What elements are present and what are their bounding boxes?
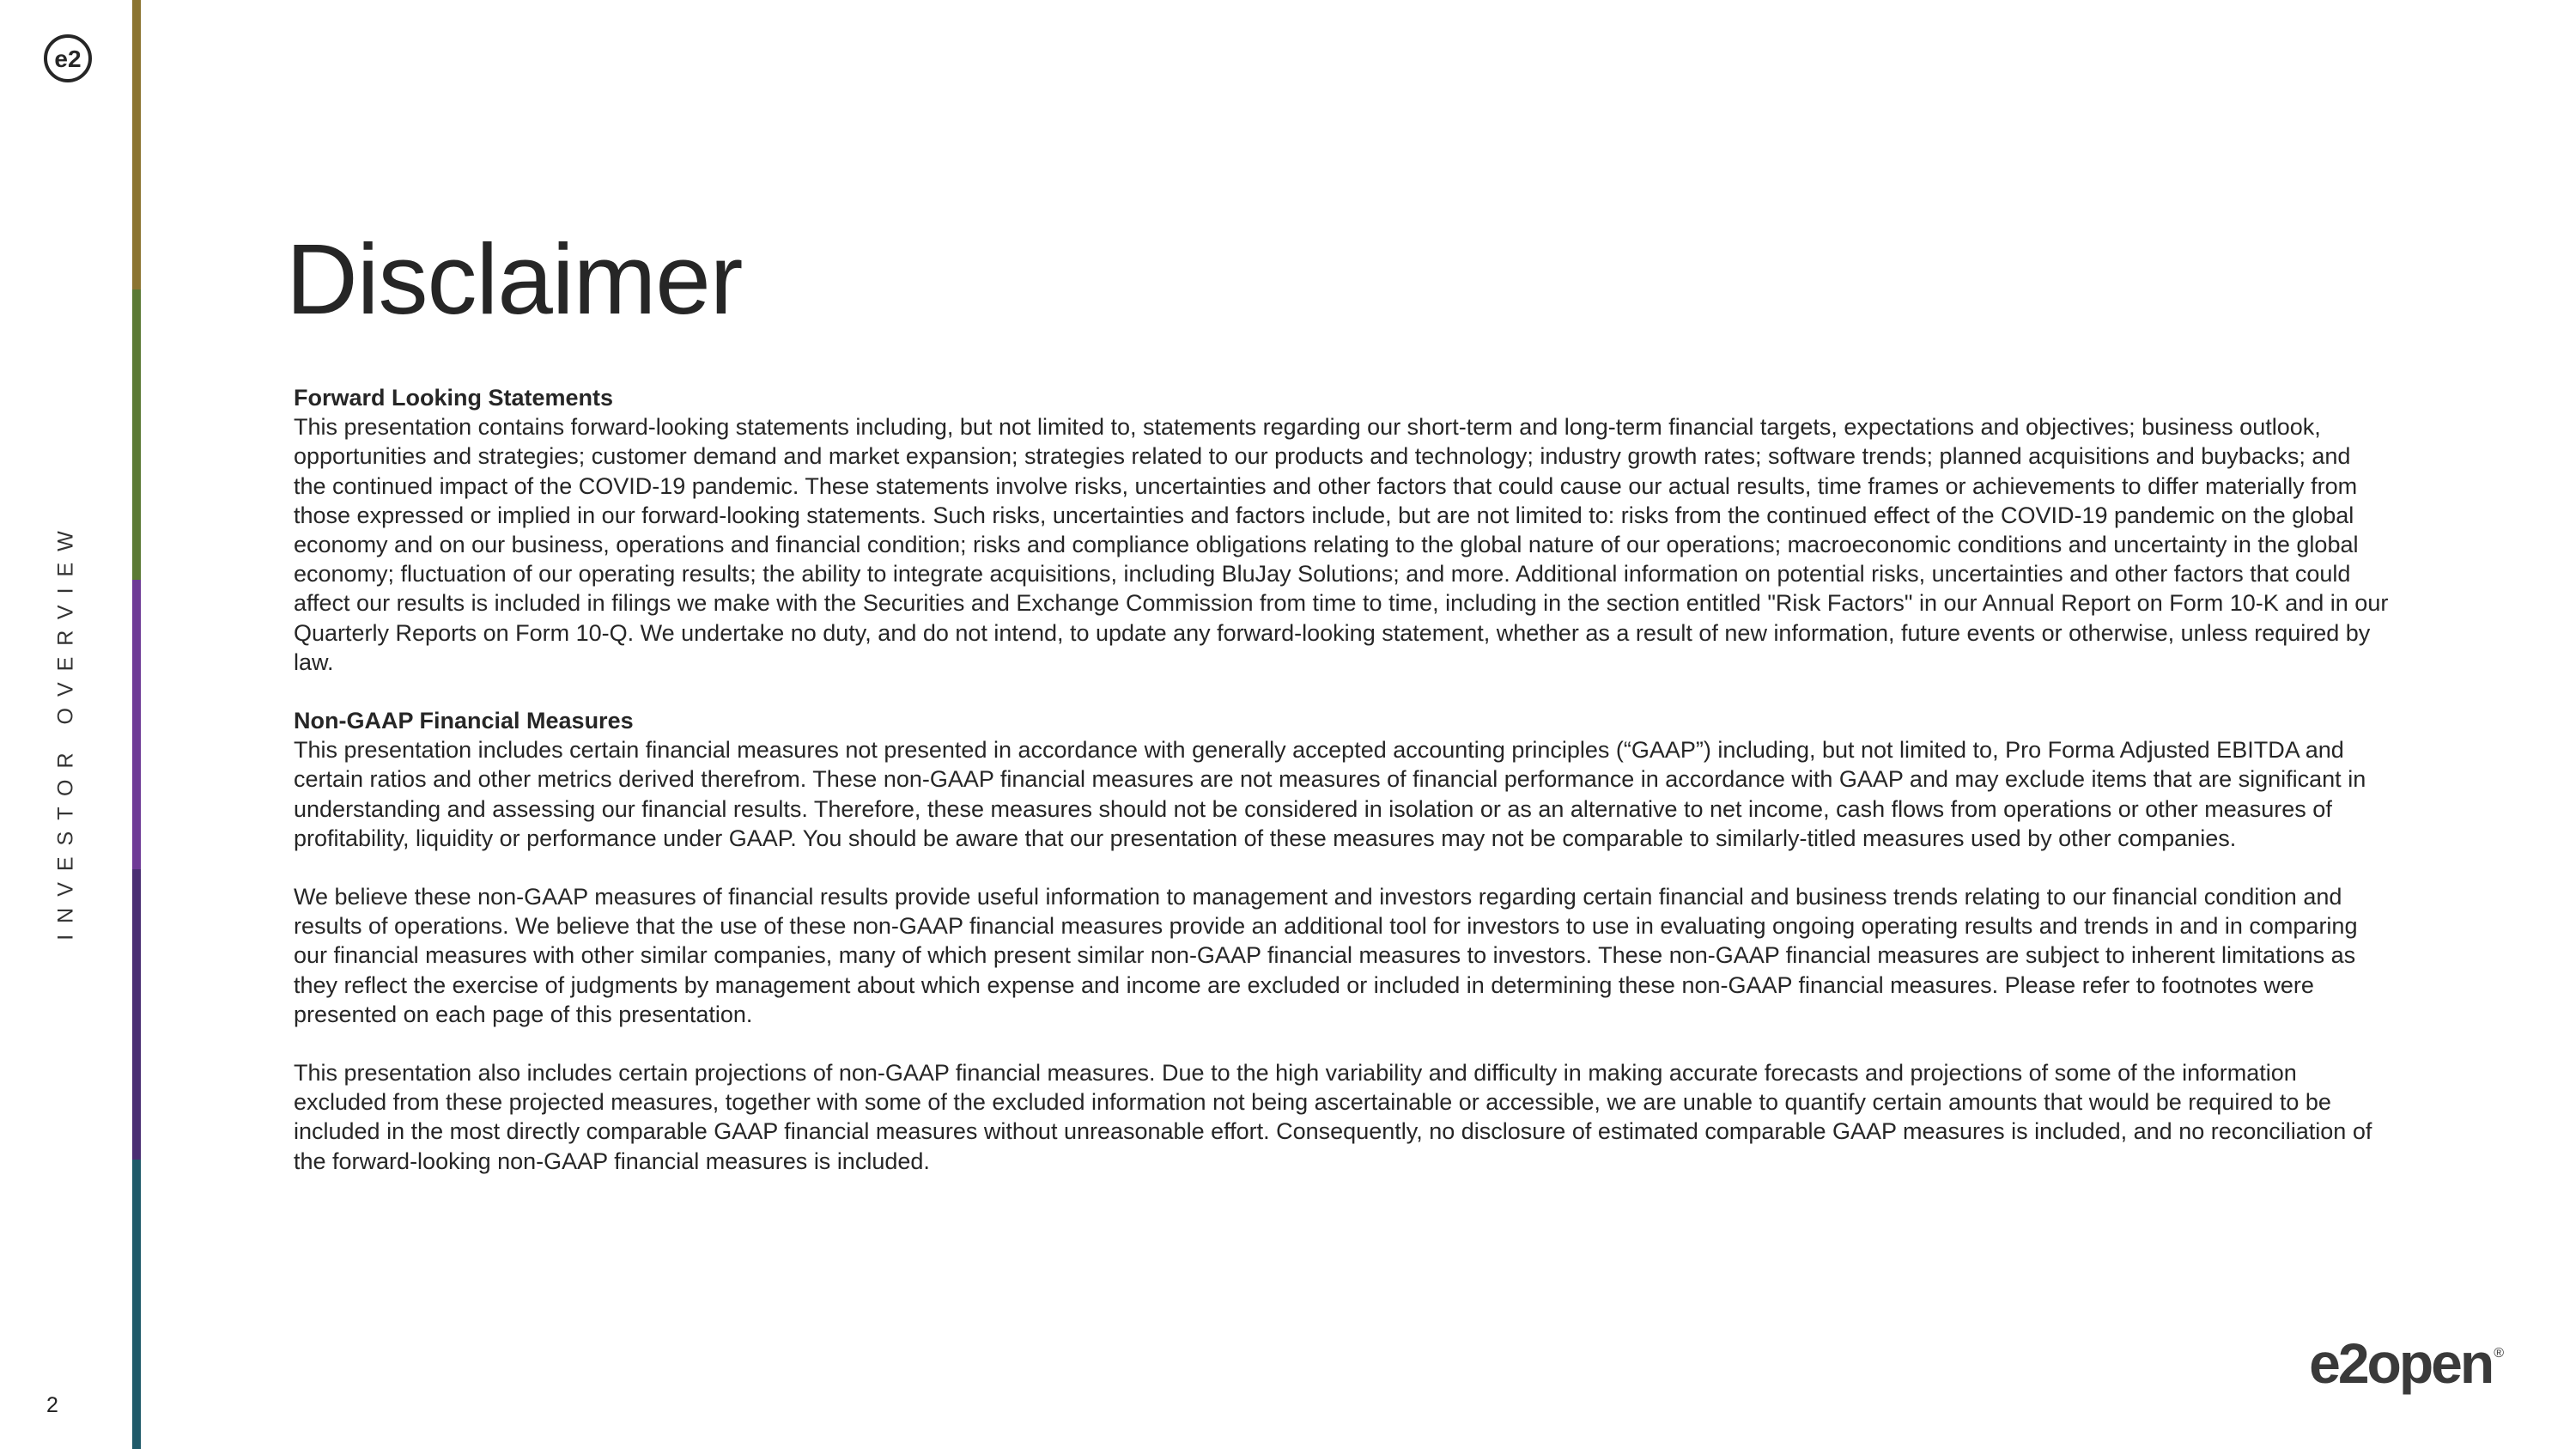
accent-bar-segment: [132, 289, 141, 579]
accent-bar-segment: [132, 869, 141, 1159]
accent-bar-segment: [132, 1160, 141, 1449]
section-paragraph: We believe these non-GAAP measures of financial results provide useful information to management and investors regarding certain financial and business trends relating to our financial condition and results of operations. We believe that the use of these non-GAAP financial measures provide an additional tool for investors to use in evaluating ongoing operating results and trends in and in comparing our financial measures with other similar companies, many of which present similar non-GAAP financial measures to investors. These non-GAAP financial measures are subject to inherent limitations as they reflect the exercise of judgments by management about which expense and income are excluded or included in determining these non-GAAP financial measures. Please refer to footnotes were presented on each page of this presentation.: [294, 884, 2358, 1027]
page-number: 2: [46, 1393, 58, 1417]
section-heading: Non-GAAP Financial Measures: [294, 708, 634, 734]
section-paragraph: This presentation contains forward-looking statements including, but not limited to, statements regarding our short-term and long-term financial targets, expectations and objectives; business outlook, opportunities and strategies; customer demand and market expansion; strategies related to our products and technology; industry growth rates; software trends; planned acquisitions and buybacks; and the continued impact of the COVID-19 pandemic. These statements involve risks, uncertainties and other factors that could cause our actual results, time frames or achievements to differ materially from those expressed or implied in our forward-looking statements. Such risks, uncertainties and factors include, but are not limited to: risks from the continued effect of the COVID-19 pandemic on the global economy and on our business, operations and financial condition; risks and compliance obligations relating to the global nature of our operations; macroeconomic conditions and uncertainty in the global economy; fluctuation of our operating results; the ability to integrate acquisitions, including BluJay Solutions; and more. Additional information on potential risks, uncertainties and other factors that could affect our results is included in filings we make with the Securities and Exchange Commission from time to time, including in the section entitled "Risk Factors" in our Annual Report on Form 10-K and in our Quarterly Reports on Form 10-Q. We undertake no duty, and do not intend, to update any forward-looking statement, whether as a result of new information, future events or otherwise, unless required by law.: [294, 414, 2389, 675]
accent-bar-segment: [132, 0, 141, 289]
section-paragraph: This presentation includes certain financial measures not presented in accordance with generally accepted accounting principles (“GAAP”) including, but not limited to, Pro Forma Adjusted EBITDA and certain ratios and other metrics derived therefrom. These non-GAAP financial measures are not measures of financial performance in accordance with GAAP and may exclude items that are significant in understanding and assessing our financial results. Therefore, these measures should not be considered in isolation or as an alternative to net income, cash flows from operations or other measures of profitability, liquidity or performance under GAAP. You should be aware that our presentation of these measures may not be comparable to similarly-titled measures used by other companies.: [294, 737, 2366, 851]
registered-mark: ®: [2494, 1346, 2504, 1361]
page-title: Disclaimer: [286, 223, 743, 335]
e2open-logo: [2309, 1330, 2504, 1396]
logo-badge-text: e2: [54, 46, 82, 72]
section-side-label: INVESTOR OVERVIEW: [53, 520, 78, 941]
disclaimer-body: [294, 383, 2389, 1176]
e2-logo-icon: [43, 33, 93, 83]
section-heading: Forward Looking Statements: [294, 385, 614, 411]
accent-color-bar: [132, 0, 141, 1449]
section-paragraph: This presentation also includes certain projections of non-GAAP financial measures. Due to the high variability and difficulty in making accurate forecasts and projections of some of the information excluded from these projected measures, together with some of the excluded information not being ascertainable or accessible, we are unable to quantify certain amounts that would be required to be included in the most directly comparable GAAP financial measures without unreasonable effort. Consequently, no disclosure of estimated comparable GAAP measures is included, and no reconciliation of the forward-looking non-GAAP financial measures is included.: [294, 1060, 2372, 1174]
brand-logo-text: e2open: [2309, 1331, 2493, 1395]
accent-bar-segment: [132, 580, 141, 869]
